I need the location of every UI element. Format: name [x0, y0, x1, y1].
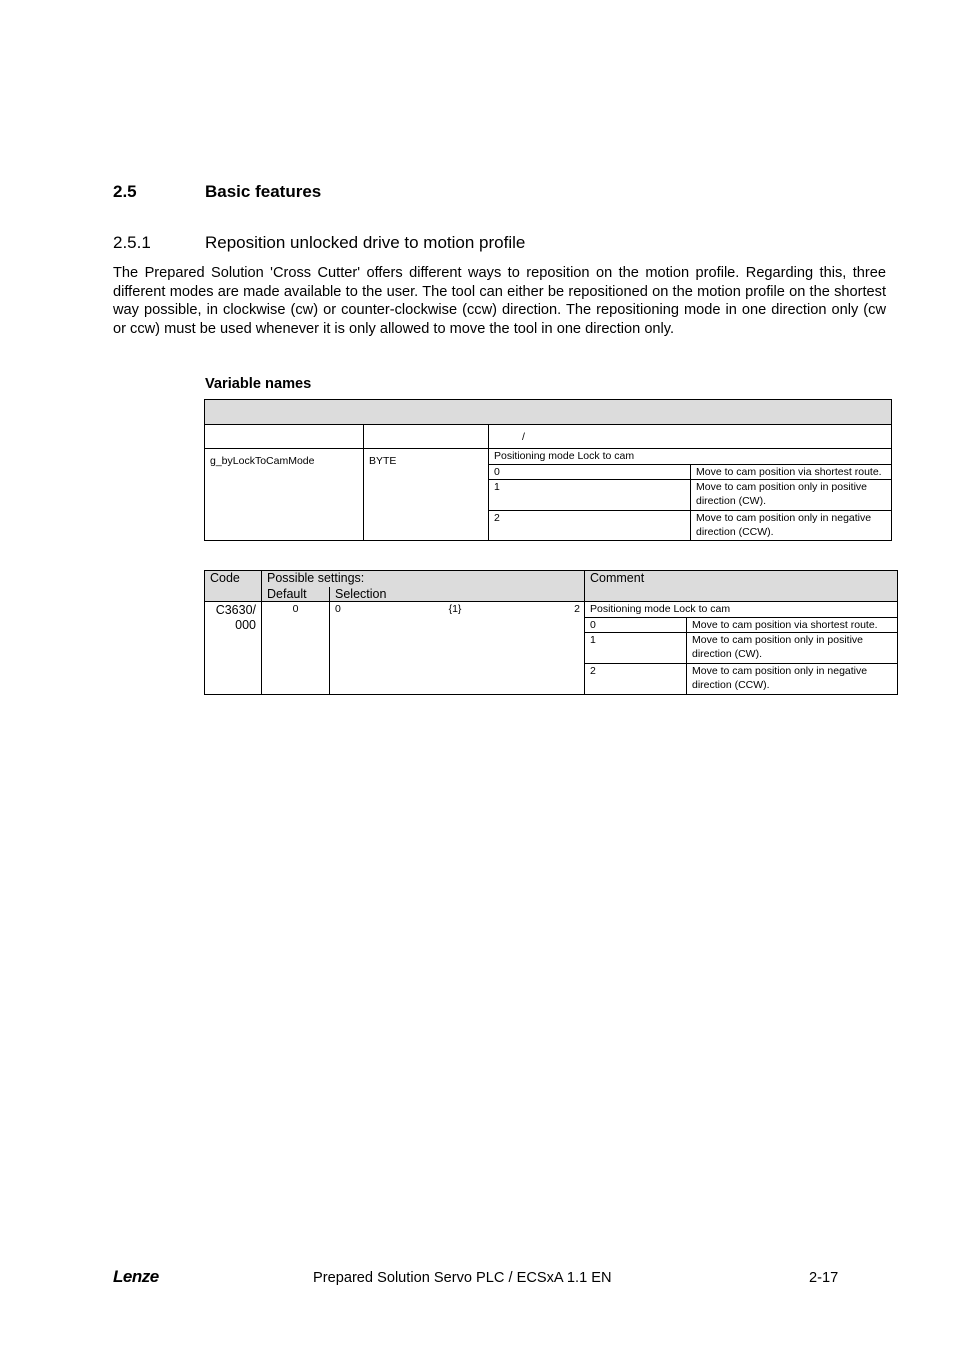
- var-header-description: /: [489, 425, 892, 449]
- variable-names-heading: Variable names: [205, 376, 312, 392]
- var-type-cell: BYTE: [364, 449, 489, 541]
- subsection-number: 2.5.1: [113, 233, 151, 252]
- selection-min-cell: 0: [330, 602, 422, 695]
- var-header-name: [205, 425, 364, 449]
- body-paragraph: The Prepared Solution 'Cross Cutter' offers different ways to reposition on the motion profile. Regarding this, three different modes are made available to the user. The tool can either be repositioned on the motion profile on the shortest way possible, in clockwise (cw) or counter-clockwise (ccw) direction. The repositioning mode in one direction only (cw or ccw) must be used whenever it is only allowed to move the tool in one direction only.: [113, 265, 886, 337]
- code-option-value: 2: [585, 664, 687, 695]
- selection-step-cell: {1}: [421, 602, 489, 695]
- selection-max-cell: 2: [489, 602, 585, 695]
- var-option-text: Move to cam position via shortest route.: [691, 465, 892, 480]
- code-option-text: Move to cam position via shortest route.: [687, 618, 898, 633]
- default-header: Default: [262, 587, 330, 602]
- code-option-text: Move to cam position only in positive direction (CW).: [687, 633, 898, 664]
- section-number: 2.5: [113, 182, 137, 201]
- footer-page-number: 2-17: [809, 1270, 839, 1286]
- var-option-value: 1: [489, 480, 691, 511]
- subsection-title: Reposition unlocked drive to motion profile: [205, 233, 526, 252]
- code-header: Code: [205, 571, 262, 602]
- selection-header: Selection: [330, 587, 585, 602]
- code-table: [204, 570, 898, 695]
- variable-table-title-row: [205, 400, 892, 425]
- var-option-text: Move to cam position only in negative direction (CCW).: [691, 511, 892, 541]
- var-description-cell: Positioning mode Lock to cam: [489, 449, 892, 465]
- code-option-text: Move to cam position only in negative direction (CCW).: [687, 664, 898, 695]
- var-option-value: 0: [489, 465, 691, 480]
- code-cell: C3630/ 000: [205, 602, 262, 695]
- code-option-value: 1: [585, 633, 687, 664]
- var-name-cell: g_byLockToCamMode: [205, 449, 364, 541]
- var-option-text: Move to cam position only in positive direction (CW).: [691, 480, 892, 511]
- lenze-logo: Lenze: [113, 1267, 159, 1286]
- footer-document-title: Prepared Solution Servo PLC / ECSxA 1.1 EN: [313, 1270, 612, 1286]
- variable-table: [204, 399, 892, 541]
- default-cell: 0: [262, 602, 330, 695]
- var-header-type: [364, 425, 489, 449]
- var-option-value: 2: [489, 511, 691, 541]
- possible-settings-header: Possible settings:: [262, 571, 585, 587]
- comment-header: Comment: [585, 571, 898, 602]
- code-description-cell: Positioning mode Lock to cam: [585, 602, 898, 618]
- section-title: Basic features: [205, 182, 322, 201]
- code-option-value: 0: [585, 618, 687, 633]
